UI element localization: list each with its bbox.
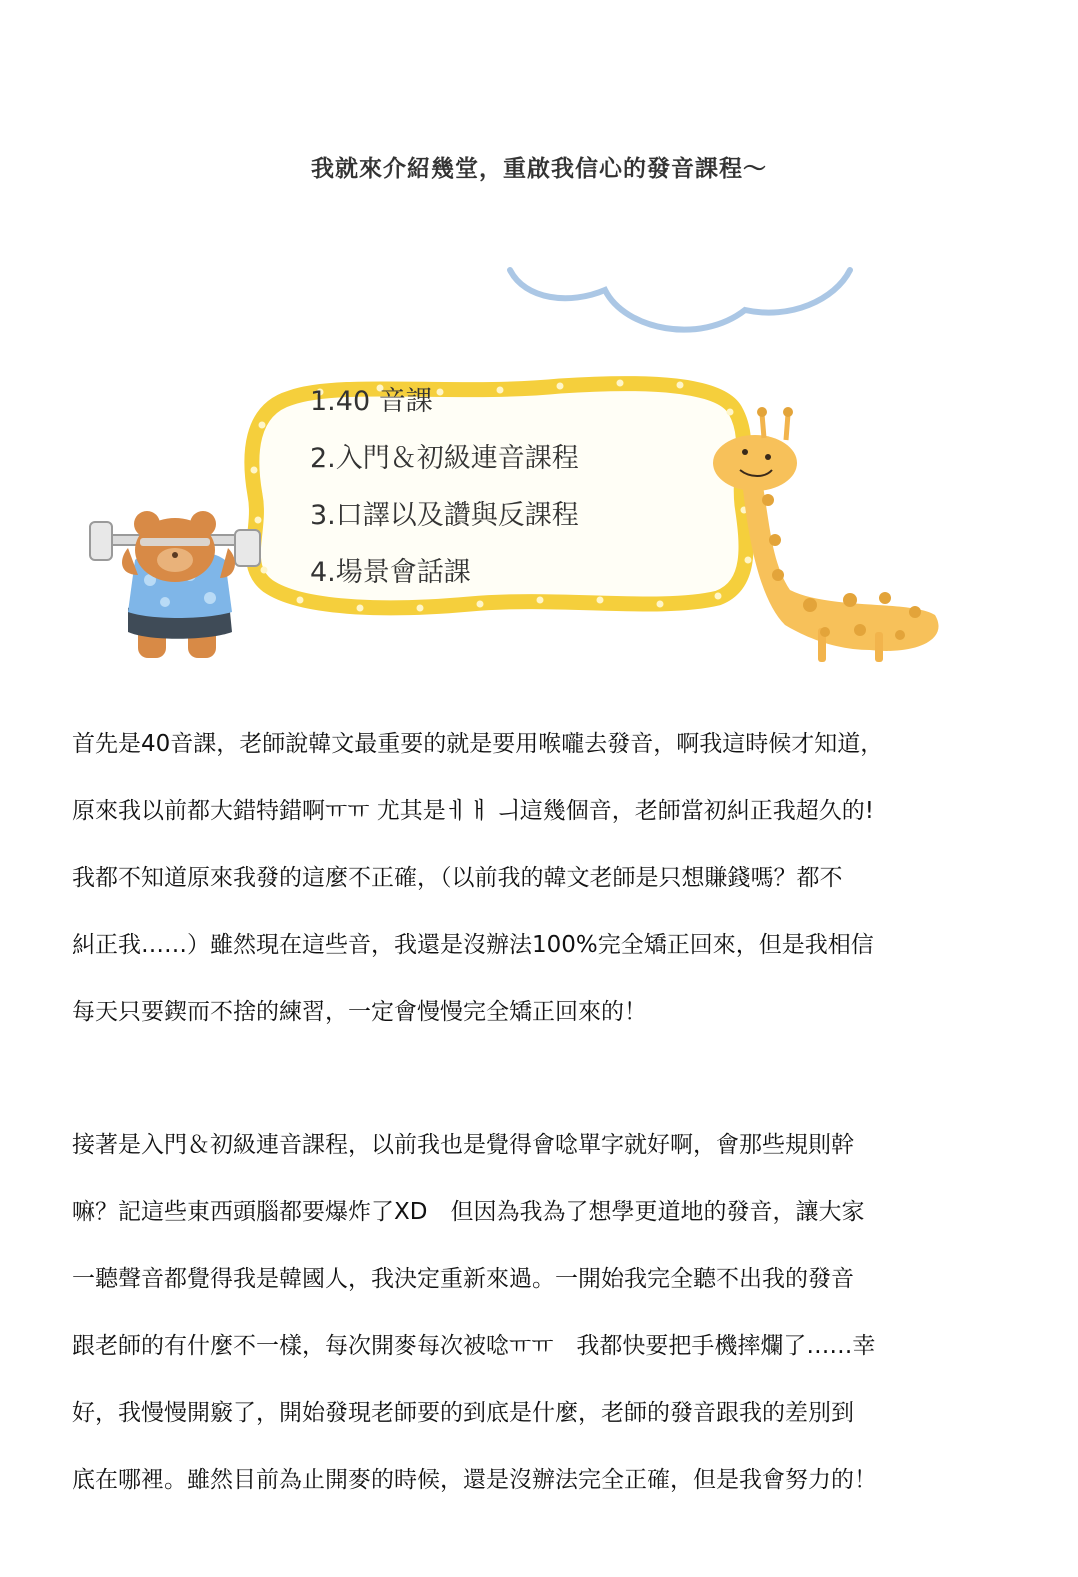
paragraph-liaison-course bbox=[72, 1128, 877, 1530]
paragraph-line: 嘛？記這些東西頭腦都要爆炸了XD 但因為我為了想學更道地的發音，讓大家 bbox=[72, 1199, 865, 1225]
bear-icon bbox=[90, 511, 260, 658]
paragraph-40-sounds bbox=[72, 727, 883, 1062]
page-heading: 我就來介紹幾堂，重啟我信心的發音課程～ bbox=[311, 156, 767, 182]
paragraph-line: 原來我以前都大錯特錯啊ㅠㅠ 尤其是ㅔㅐ ㅢ這幾個音，老師當初糾正我超久的! bbox=[72, 798, 874, 824]
paragraph-line: 跟老師的有什麼不一樣，每次開麥每次被唸ㅠㅠ 我都快要把手機摔爛了……幸 bbox=[72, 1333, 876, 1359]
paragraph-line: 好，我慢慢開竅了，開始發現老師要的到底是什麼，老師的發音跟我的差別到 bbox=[72, 1400, 854, 1426]
course-item: 1.40 音課 bbox=[310, 386, 433, 417]
paragraph-line: 糾正我……）雖然現在這些音，我還是沒辦法100%完全矯正回來，但是我相信 bbox=[72, 932, 874, 958]
paragraph-line: 首先是40音課，老師說韓文最重要的就是要用喉嚨去發音，啊我這時候才知道， bbox=[72, 731, 884, 757]
cloud-icon bbox=[510, 270, 850, 330]
paragraph-line: 底在哪裡。雖然目前為止開麥的時候，還是沒辦法完全正確，但是我會努力的！ bbox=[72, 1467, 877, 1493]
paragraph-line: 一聽聲音都覺得我是韓國人，我決定重新來過。一開始我完全聽不出我的發音 bbox=[72, 1266, 854, 1292]
paragraph-line: 接著是入門＆初級連音課程，以前我也是覺得會唸單字就好啊，會那些規則幹 bbox=[72, 1132, 854, 1158]
course-item: 4.場景會話課 bbox=[310, 557, 471, 588]
course-item: 3.口譯以及讚與反課程 bbox=[310, 500, 579, 531]
paragraph-line: 每天只要鍥而不捨的練習，一定會慢慢完全矯正回來的！ bbox=[72, 999, 647, 1025]
paragraph-line: 我都不知道原來我發的這麼不正確，（以前我的韓文老師是只想賺錢嗎？都不 bbox=[72, 865, 843, 891]
course-list bbox=[310, 382, 579, 610]
course-item: 2.入門＆初級連音課程 bbox=[310, 443, 579, 474]
